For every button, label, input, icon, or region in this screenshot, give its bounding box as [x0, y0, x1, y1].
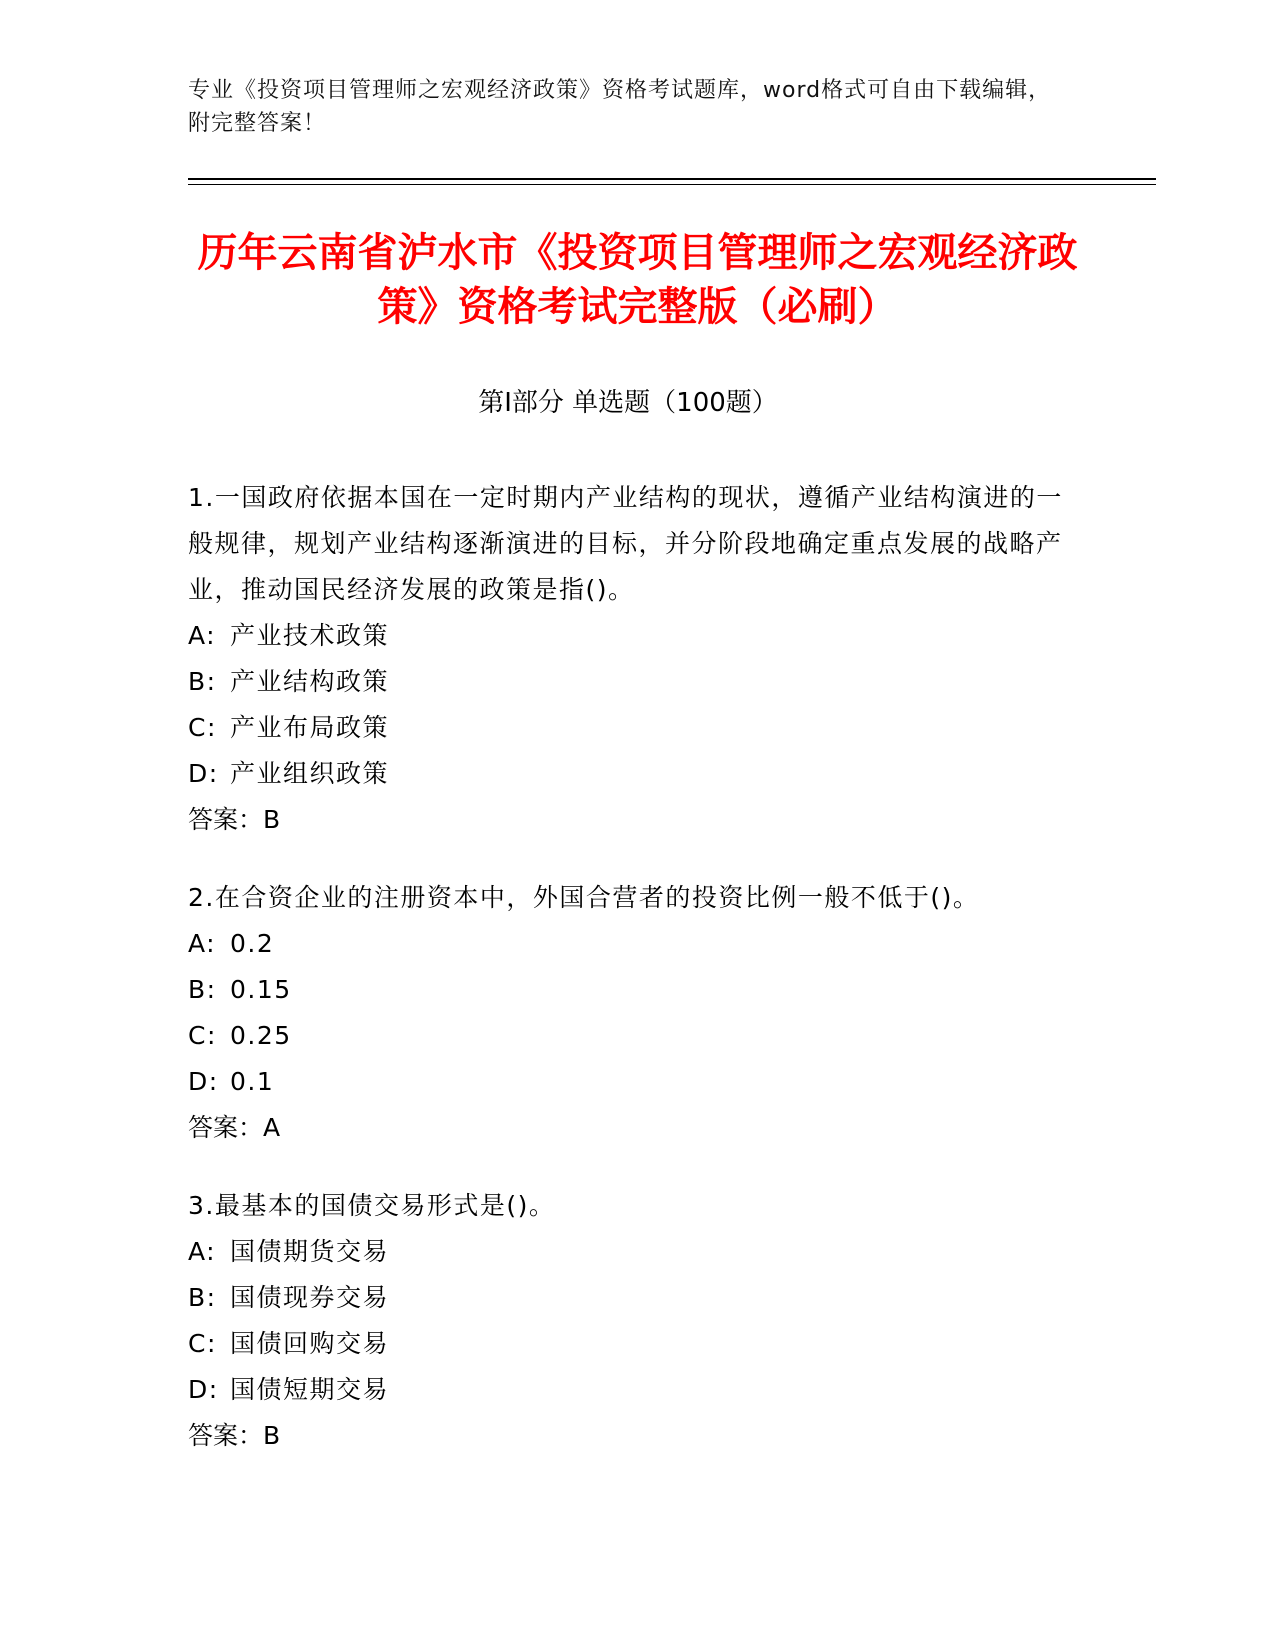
option-a: [188, 1229, 1068, 1275]
answer-label: 答案：: [188, 1421, 264, 1450]
answer-line: [188, 1105, 1068, 1151]
option-text: 国债期货交易: [230, 1237, 390, 1266]
question-stem: 1.一国政府依据本国在一定时期内产业结构的现状，遵循产业结构演进的一般规律，规划产业结构逐渐演进的目标，并分阶段地确定重点发展的战略产业，推动国民经济发展的政策是指()。: [188, 483, 1063, 604]
option-c: [188, 1013, 1068, 1059]
option-letter: C:: [188, 1329, 217, 1358]
header-note: 专业《投资项目管理师之宏观经济政策》资格考试题库，word格式可自由下载编辑，附完整答案！: [188, 78, 1052, 136]
answer-line: [188, 1413, 1068, 1459]
question-1: [188, 475, 1068, 843]
option-a: [188, 613, 1068, 659]
option-text: 国债现券交易: [230, 1283, 390, 1312]
option-letter: B:: [188, 1283, 217, 1312]
question-list: [188, 475, 1068, 1491]
option-d: [188, 751, 1068, 797]
option-letter: D:: [188, 759, 219, 788]
option-text: 0.25: [230, 1021, 292, 1050]
option-letter: C:: [188, 1021, 217, 1050]
option-b: [188, 659, 1068, 705]
option-letter: A:: [188, 1237, 217, 1266]
option-letter: A:: [188, 929, 217, 958]
header-divider-thin: [188, 184, 1156, 185]
document-title: 历年云南省泸水市《投资项目管理师之宏观经济政策》资格考试完整版（必刷）: [197, 230, 1078, 330]
option-d: [188, 1059, 1068, 1105]
option-d: [188, 1367, 1068, 1413]
answer-label: 答案：: [188, 805, 264, 834]
option-text: 0.2: [230, 929, 275, 958]
option-text: 0.15: [230, 975, 292, 1004]
option-text: 产业技术政策: [230, 621, 390, 650]
option-a: [188, 921, 1068, 967]
option-text: 0.1: [230, 1067, 275, 1096]
answer-value: B: [263, 1421, 281, 1450]
section-title: 第Ⅰ部分 单选题（100题）: [478, 388, 778, 418]
option-text: 产业布局政策: [230, 713, 390, 742]
question-3: [188, 1183, 1068, 1459]
option-c: [188, 1321, 1068, 1367]
header-divider-thick: [188, 178, 1156, 180]
option-letter: D:: [188, 1067, 219, 1096]
question-stem: 2.在合资企业的注册资本中，外国合营者的投资比例一般不低于()。: [188, 883, 980, 912]
answer-label: 答案：: [188, 1113, 264, 1142]
option-c: [188, 705, 1068, 751]
answer-line: [188, 797, 1068, 843]
option-b: [188, 1275, 1068, 1321]
option-text: 国债短期交易: [230, 1375, 390, 1404]
answer-value: A: [263, 1113, 281, 1142]
option-letter: B:: [188, 975, 217, 1004]
option-letter: C:: [188, 713, 217, 742]
option-text: 产业结构政策: [230, 667, 390, 696]
question-2: [188, 875, 1068, 1151]
option-b: [188, 967, 1068, 1013]
option-text: 产业组织政策: [230, 759, 390, 788]
option-letter: B:: [188, 667, 217, 696]
question-stem: 3.最基本的国债交易形式是()。: [188, 1191, 556, 1220]
option-text: 国债回购交易: [230, 1329, 390, 1358]
answer-value: B: [263, 805, 281, 834]
option-letter: A:: [188, 621, 217, 650]
option-letter: D:: [188, 1375, 219, 1404]
